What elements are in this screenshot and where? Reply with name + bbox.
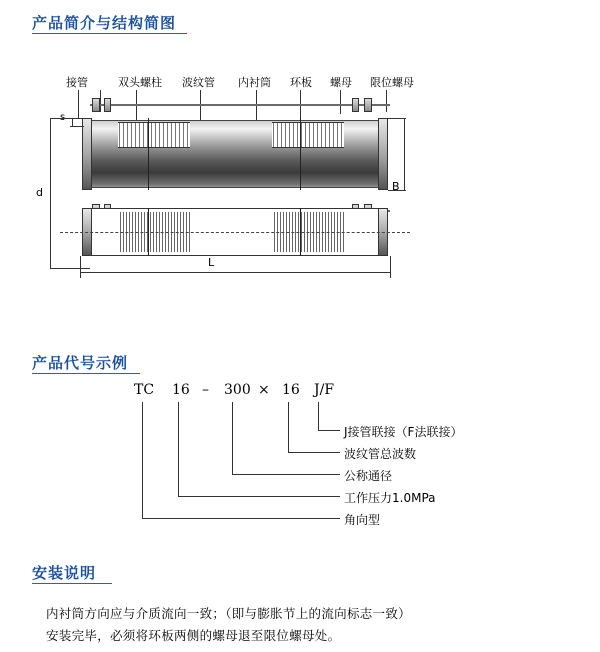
bolt-left-outer [92, 98, 100, 112]
callout-label-luomu: 螺母 [330, 76, 352, 89]
ring-plate-top [300, 118, 301, 190]
code-desc-type: 角向型 [344, 513, 381, 527]
centerline [60, 232, 410, 233]
lead-line-1 [78, 90, 79, 118]
code-token-300: 300 [224, 382, 251, 398]
code-leader-2-h [288, 452, 340, 453]
code-token-dash: – [202, 382, 209, 398]
dim-label-B: B [392, 180, 400, 193]
install-note-1: 内衬筒方向应与介质流向一致；（即与膨胀节上的流向标志一致） [46, 606, 411, 621]
code-leader-2-v [288, 402, 289, 452]
bolt-left-inner [104, 98, 111, 112]
dim-L-ext-right [390, 256, 391, 278]
callout-label-shuangtouluozhu: 双头螺柱 [118, 76, 162, 89]
flange-left-top [82, 118, 92, 190]
bellows-right-top [272, 122, 344, 148]
dim-L-line [80, 272, 390, 273]
flange-right-top [378, 118, 388, 190]
code-token-16a: 16 [172, 382, 190, 398]
dim-s-arrow [72, 118, 73, 126]
callout-label-bowenguan: 波纹管 [182, 76, 215, 89]
install-note-2: 安装完毕，必须将环板两侧的螺母退至限位螺母处。 [46, 628, 341, 643]
code-token-jf: J/F [314, 382, 335, 398]
code-leader-4-v [178, 402, 179, 496]
code-leader-3-v [232, 402, 233, 474]
bolt-right-outer [364, 98, 372, 112]
dim-s-tick-bot [70, 126, 84, 127]
dim-B-line [404, 118, 405, 190]
code-token-16b: 16 [282, 382, 300, 398]
code-desc-diameter: 公称通径 [344, 469, 393, 483]
section-title-intro: 产品简介与结构简图 [32, 14, 177, 32]
section-title-code: 产品代号示例 [32, 354, 129, 372]
code-leader-5-v [142, 402, 143, 518]
bellows-left-top [118, 122, 190, 148]
callout-label-huanban: 环板 [290, 76, 312, 89]
dim-d-ext-top [50, 118, 82, 119]
code-leader-4-h [178, 496, 340, 497]
dim-label-L: L [208, 256, 215, 269]
bolt-right-inner [352, 98, 359, 112]
structure-diagram [0, 60, 600, 290]
callout-label-xianweiluomu: 限位螺母 [370, 76, 414, 89]
code-leader-5-h [142, 518, 340, 519]
code-leader-1-h [318, 430, 340, 431]
dim-d-line [50, 118, 51, 268]
section-underline-intro [32, 33, 187, 34]
code-desc-jf: J接管联接（F法联接） [344, 425, 463, 439]
code-token-times: × [258, 382, 270, 398]
stud-bar-top [90, 104, 390, 106]
dim-B-ext-top [388, 118, 406, 119]
code-desc-convolutions: 波纹管总波数 [344, 447, 417, 461]
dim-label-d: d [36, 186, 43, 199]
callout-label-neichentong: 内衬筒 [238, 76, 271, 89]
section-underline-install [32, 583, 112, 584]
code-leader-3-h [232, 474, 340, 475]
code-leader-1-v [318, 402, 319, 430]
code-desc-pressure: 工作压力1.0MPa [344, 491, 436, 505]
lead-line-8 [386, 90, 387, 112]
dim-d-ext-bot [50, 268, 90, 269]
ring-plate-bot-1 [148, 208, 149, 256]
product-code-example [0, 370, 600, 530]
lead-line-2 [100, 90, 101, 112]
lead-line-7 [340, 90, 341, 114]
lead-spacer [98, 90, 136, 93]
ring-plate-bot-2 [300, 208, 301, 256]
dim-L-ext-left [80, 256, 81, 278]
ring-plate-top-2 [148, 118, 149, 190]
callout-label-jieguan: 接管 [66, 76, 88, 89]
code-token-tc: TC [134, 382, 155, 398]
section-title-install: 安装说明 [32, 564, 97, 582]
